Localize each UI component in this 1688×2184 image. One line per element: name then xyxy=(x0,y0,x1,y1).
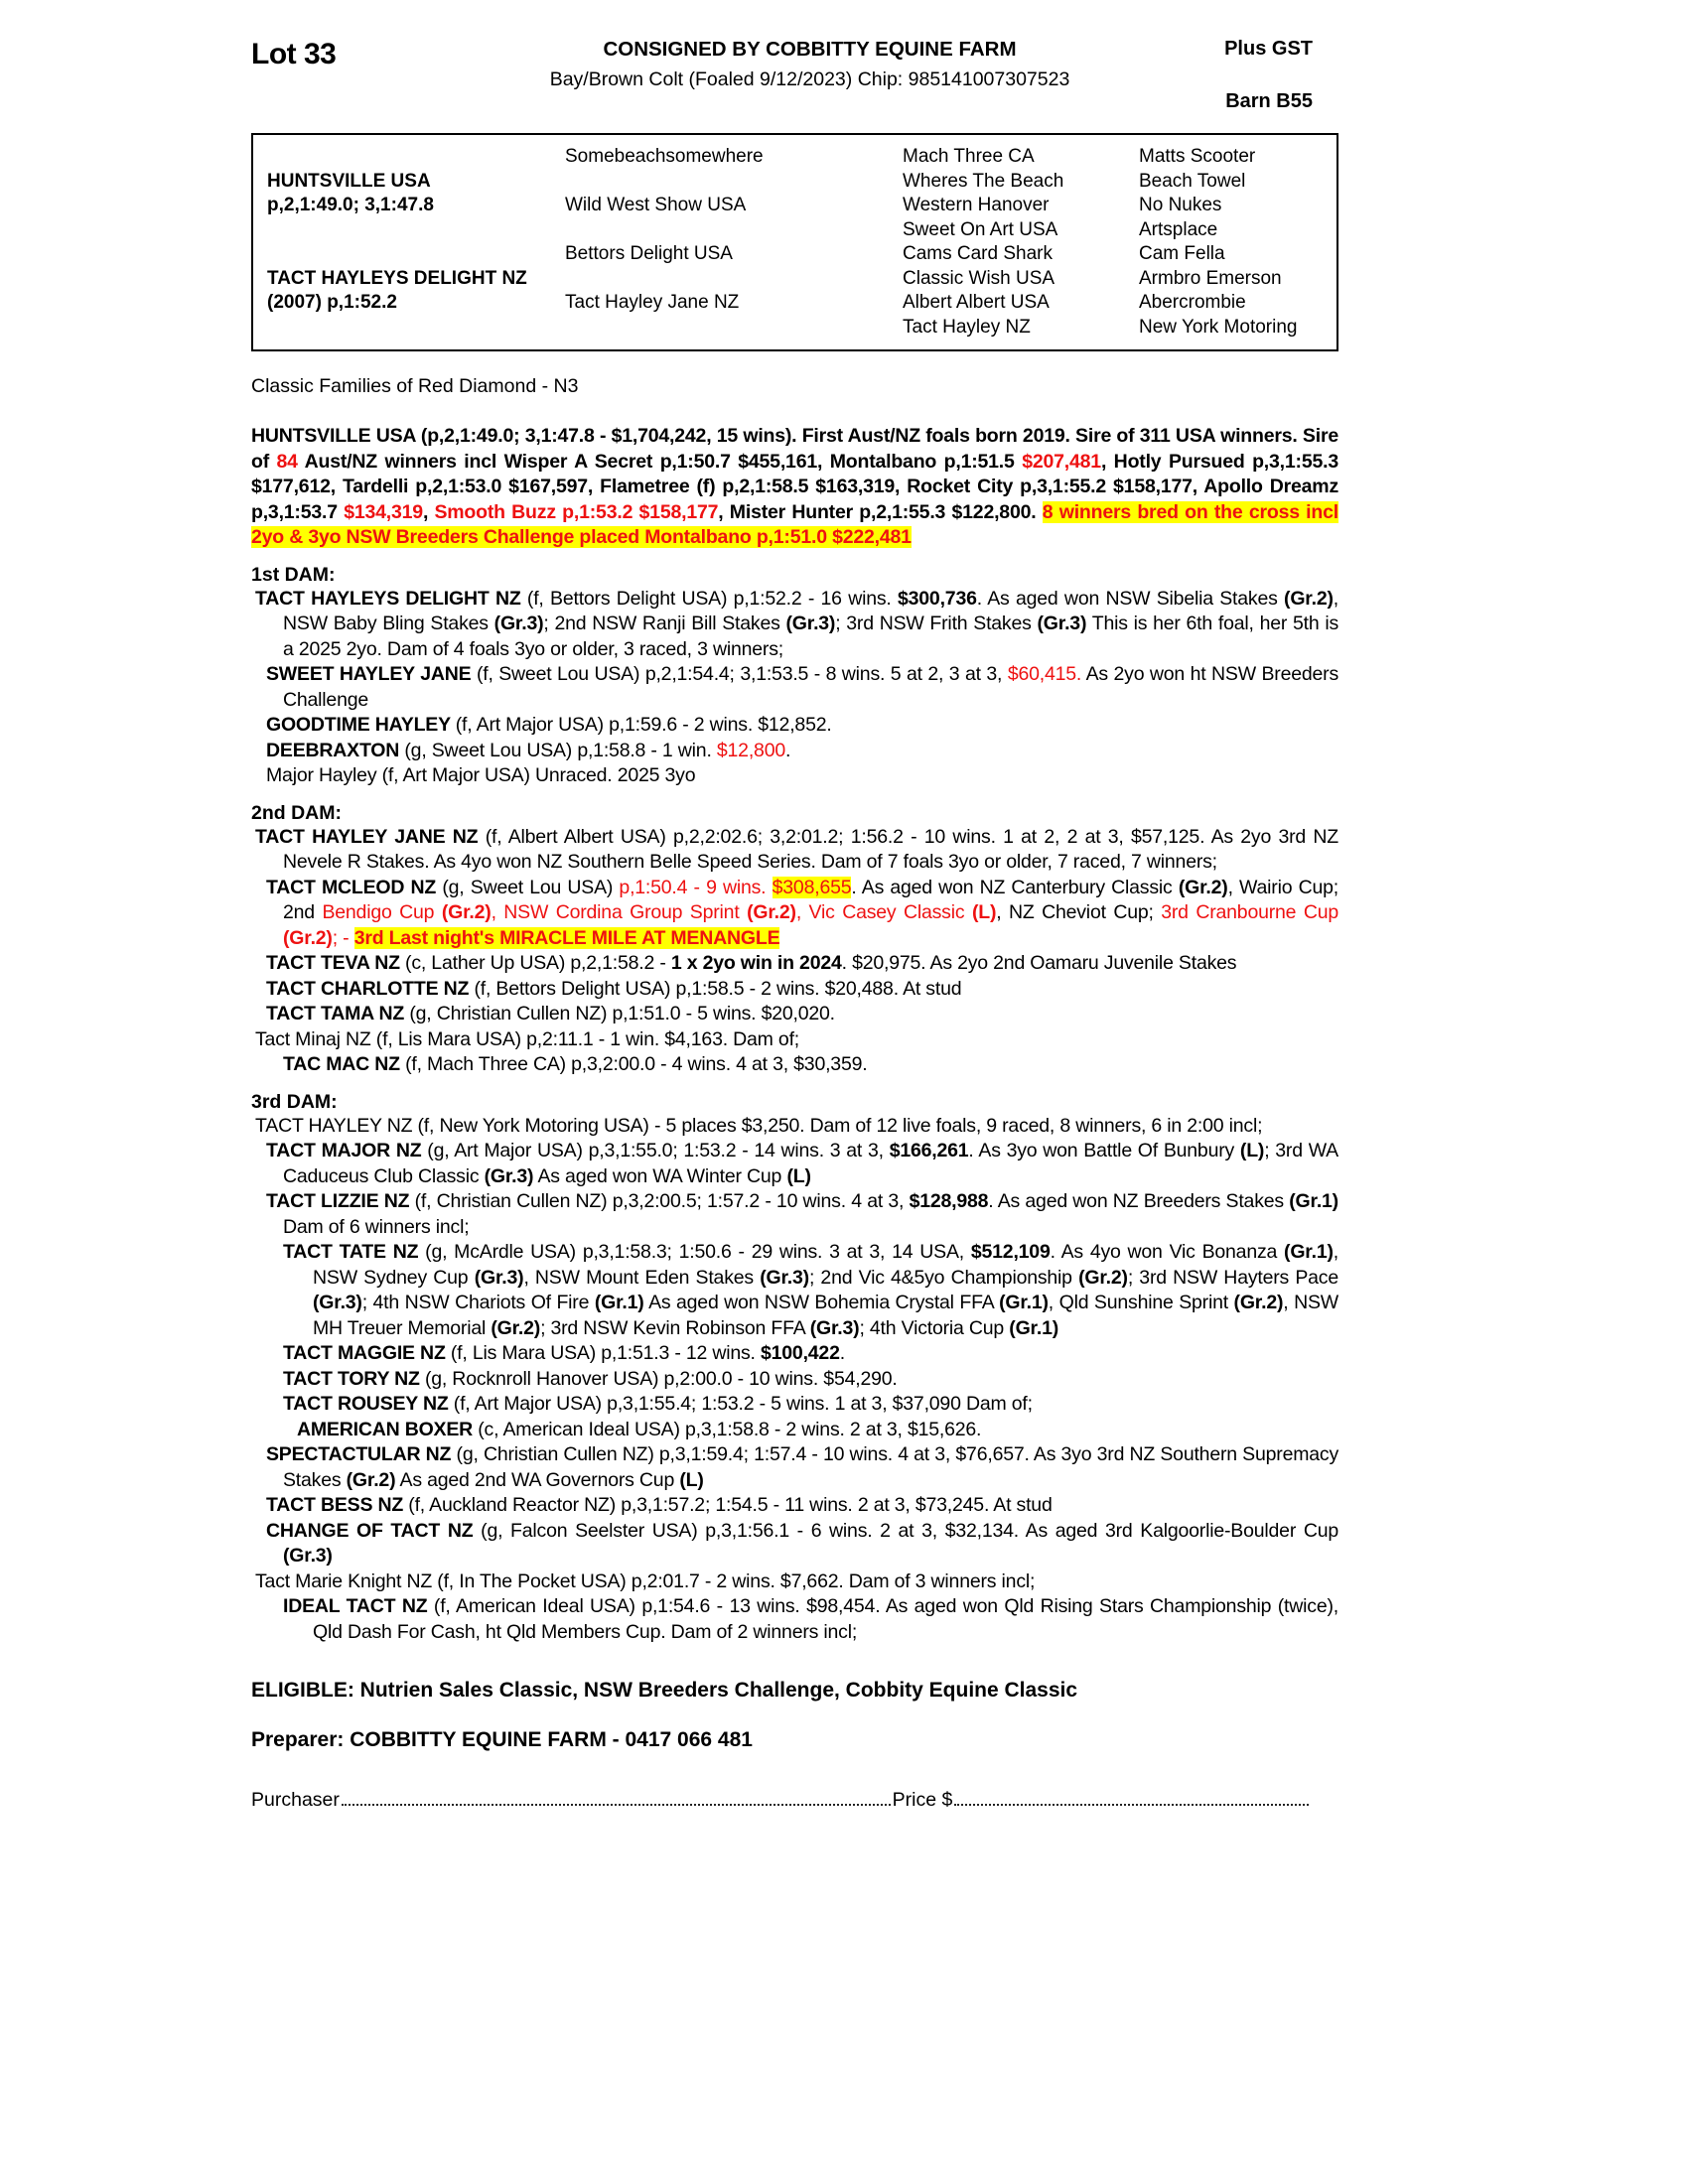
pedigree-cell: Cams Card Shark xyxy=(903,243,1053,264)
text-segment: (f, Auckland Reactor NZ) p,3,1:57.2; 1:54.5 - 11 wins. 2 at 3, $73,245. At stud xyxy=(408,1494,1053,1516)
text-segment: (Gr.2) xyxy=(491,1316,541,1339)
text-segment: 84 xyxy=(276,450,298,473)
pedigree-cell: Cam Fella xyxy=(1139,243,1225,264)
pedigree-cell: Wheres The Beach xyxy=(903,170,1064,192)
text-segment: As aged won WA Winter Cup xyxy=(533,1164,787,1187)
text-segment: TACT HAYLEY JANE NZ xyxy=(255,825,486,848)
gst-note: Plus GST xyxy=(1224,38,1313,60)
pedigree-entry xyxy=(251,1052,1338,1078)
text-segment: (Gr.1) xyxy=(1289,1190,1338,1212)
dam-section-2 xyxy=(251,802,1338,1078)
text-segment: (f, Mach Three CA) p,3,2:00.0 - 4 wins. 4 at 3, $30,359. xyxy=(405,1053,868,1075)
pedigree-cell: Albert Albert USA xyxy=(903,292,1050,313)
text-segment: TACT LIZZIE NZ xyxy=(266,1190,415,1212)
text-segment: , Wairio Cup; 2nd xyxy=(283,876,1338,923)
dam-heading-1: 1st DAM: xyxy=(251,563,336,586)
text-segment: . As aged won NZ Canterbury Classic xyxy=(851,876,1179,898)
pedigree-entry xyxy=(251,1442,1338,1493)
text-segment: , NZ Cheviot Cup; xyxy=(996,901,1162,923)
pedigree-cell: (2007) p,1:52.2 xyxy=(267,292,397,313)
text-segment: (Gr.3) xyxy=(484,1164,534,1187)
text-segment: IDEAL TACT NZ xyxy=(283,1595,434,1617)
pedigree-cell xyxy=(565,267,903,292)
pedigree-entry xyxy=(251,1114,1338,1140)
pedigree-cell: HUNTSVILLE USA xyxy=(267,170,431,192)
text-segment: , NSW Cordina Group Sprint xyxy=(491,901,748,923)
pedigree-cell xyxy=(565,316,903,341)
text-segment: (Gr.3) xyxy=(785,613,836,634)
text-segment: TACT TEVA NZ xyxy=(266,952,406,974)
lot-number: Lot 33 xyxy=(251,38,337,70)
text-segment: (Gr.3) xyxy=(283,1545,333,1567)
text-segment: p,1:50.4 - 9 wins. xyxy=(619,876,773,898)
text-segment: HUNTSVILLE USA (p,2,1:49.0; 3,1:47.8 - $1,704,242, 15 wins). First Aust/NZ foals born 2019. Sire of 311 USA winners. Sire of xyxy=(251,425,1338,473)
text-segment: GOODTIME HAYLEY xyxy=(266,714,456,736)
text-segment: $128,988 xyxy=(909,1190,989,1212)
text-segment: (g, Christian Cullen NZ) p,1:51.0 - 5 wins. $20,020. xyxy=(409,1003,835,1024)
text-segment: (f, Lis Mara USA) p,1:51.3 - 12 wins. xyxy=(450,1342,761,1364)
text-segment: $300,736 xyxy=(898,587,977,610)
pedigree-entry xyxy=(251,1139,1338,1189)
purchaser-label: Purchaser xyxy=(251,1789,340,1811)
text-segment: ; 3rd NSW Kevin Robinson FFA xyxy=(540,1316,810,1339)
text-segment: $134,319 xyxy=(344,500,423,523)
dam-section-1 xyxy=(251,564,1338,789)
pedigree-entry xyxy=(251,1418,1338,1443)
pedigree-entry xyxy=(251,1519,1338,1570)
pedigree-cell: Abercrombie xyxy=(1139,292,1246,313)
dam-heading-2: 2nd DAM: xyxy=(251,801,342,824)
text-segment: (g, Sweet Lou USA) p,1:58.8 - 1 win. xyxy=(404,739,717,761)
text-segment: $207,481 xyxy=(1022,450,1101,473)
pedigree-cell: p,2,1:49.0; 3,1:47.8 xyxy=(267,195,434,215)
pedigree-entry xyxy=(251,1594,1338,1645)
pedigree-entry xyxy=(251,1240,1338,1341)
text-segment: TAC MAC NZ xyxy=(283,1053,406,1075)
text-segment: Tact Marie Knight NZ (f, In The Pocket USA) p,2:01.7 - 2 wins. $7,662. Dam of 3 winners incl; xyxy=(255,1570,1036,1592)
pedigree-cell: Wild West Show USA xyxy=(565,195,747,215)
text-segment: (Gr.2) xyxy=(1233,1292,1284,1313)
text-segment: , NSW Baby Bling Stakes xyxy=(283,587,1338,634)
family-note: Classic Families of Red Diamond - N3 xyxy=(251,375,579,397)
text-segment: (f, Sweet Lou USA) p,2,1:54.4; 3,1:53.5 - 8 wins. 5 at 2, 3 at 3, xyxy=(476,663,1008,685)
header-center xyxy=(450,38,1170,91)
text-segment: $100,422 xyxy=(760,1342,840,1364)
text-segment: This is her 6th foal, her 5th is a 2025 2yo. Dam of 4 foals 3yo or older, 3 raced, 3 winners; xyxy=(283,613,1339,660)
text-segment: . $20,975. As 2yo 2nd Oamaru Juvenile Stakes xyxy=(841,952,1237,974)
pedigree-entry xyxy=(251,1493,1338,1519)
pedigree-entry xyxy=(251,713,1338,739)
pedigree-cell: Somebeachsomewhere xyxy=(565,146,764,167)
pedigree-cell xyxy=(267,218,565,243)
sire-summary-paragraph xyxy=(251,424,1338,551)
text-segment: ; 3rd NSW Frith Stakes xyxy=(835,613,1038,634)
text-segment: , xyxy=(422,500,435,523)
text-segment: TACT TORY NZ xyxy=(283,1367,425,1390)
text-segment: (Gr.1) xyxy=(1009,1316,1059,1339)
pedigree-entry xyxy=(251,1027,1338,1053)
pedigree-entry xyxy=(251,587,1338,663)
dam-entries-3 xyxy=(251,1114,1338,1646)
text-segment: ; 4th Victoria Cup xyxy=(859,1316,1010,1339)
text-segment: (L) xyxy=(679,1468,704,1491)
text-segment: 3rd Last night's MIRACLE MILE AT MENANGLE xyxy=(353,926,780,949)
text-segment: (Gr.3) xyxy=(760,1266,809,1289)
text-segment: , Qld Sunshine Sprint xyxy=(1048,1292,1234,1313)
pedigree-entry xyxy=(251,977,1338,1003)
text-segment: (Gr.2) xyxy=(1284,587,1334,610)
pedigree-cell: Western Hanover xyxy=(903,195,1050,215)
text-segment: (Gr.1) xyxy=(1284,1241,1334,1263)
text-segment: , NSW Sydney Cup xyxy=(313,1241,1338,1289)
text-segment: , Vic Casey Classic xyxy=(795,901,972,923)
pedigree-cell xyxy=(565,218,903,243)
text-segment: (Gr.3) xyxy=(474,1266,524,1289)
pedigree-cell: Classic Wish USA xyxy=(903,267,1055,289)
text-segment: (Gr.3) xyxy=(493,613,544,634)
text-segment: As aged won NSW Bohemia Crystal FFA xyxy=(643,1292,1000,1313)
text-segment: (Gr.2) xyxy=(441,901,492,923)
text-segment: (Gr.3) xyxy=(809,1316,860,1339)
pedigree-cell: Bettors Delight USA xyxy=(565,243,733,264)
text-segment: ; 3rd WA Caduceus Club Classic xyxy=(283,1140,1338,1187)
text-segment: Dam of 6 winners incl; xyxy=(283,1215,470,1238)
text-segment: TACT TAMA NZ xyxy=(266,1003,410,1024)
text-segment: (c, American Ideal USA) p,3,1:58.8 - 2 wins. 2 at 3, $15,626. xyxy=(478,1418,982,1440)
text-segment: (L) xyxy=(786,1164,811,1187)
pedigree-entry xyxy=(251,1392,1338,1418)
pedigree-cell: Matts Scooter xyxy=(1139,146,1256,167)
text-segment: $308,655 xyxy=(772,876,852,898)
text-segment: TACT HAYLEY NZ (f, New York Motoring USA) - 5 places $3,250. Dam of 12 live foals, 9 raced, 8 winners, 6 in 2:00 incl; xyxy=(255,1114,1263,1137)
pedigree-cell: TACT HAYLEYS DELIGHT NZ xyxy=(267,267,527,289)
text-segment: TACT MAGGIE NZ xyxy=(283,1342,451,1364)
pedigree-entry xyxy=(251,1341,1338,1367)
text-segment: (Gr.2) xyxy=(1078,1266,1128,1289)
pedigree-cell xyxy=(267,316,565,341)
text-segment: 8 winners bred on the cross incl 2yo & 3yo NSW Breeders Challenge placed Montalbano p,1:51.0 $222,481 xyxy=(251,500,1338,548)
text-segment: . As aged won NSW Sibelia Stakes xyxy=(976,587,1285,610)
text-segment: (f, Art Major USA) p,3,1:55.4; 1:53.2 - 5 wins. 1 at 3, $37,090 Dam of; xyxy=(453,1393,1033,1415)
pedigree-cell: Artsplace xyxy=(1139,218,1218,240)
text-segment: TACT MCLEOD NZ xyxy=(266,876,443,898)
text-segment: (L) xyxy=(971,901,997,923)
text-segment: (f, Christian Cullen NZ) p,3,2:00.5; 1:57.2 - 10 wins. 4 at 3, xyxy=(414,1190,910,1212)
text-segment: (f, Art Major USA) p,1:59.6 - 2 wins. $12,852. xyxy=(455,714,832,736)
dam-entries-2 xyxy=(251,825,1338,1078)
consignor-line: CONSIGNED BY COBBITTY EQUINE FARM xyxy=(603,38,1017,61)
text-segment: Major Hayley (f, Art Major USA) Unraced. 2025 3yo xyxy=(266,764,696,786)
text-segment: (f, Bettors Delight USA) p,1:52.2 - 16 wins. xyxy=(526,587,898,610)
horse-description: Bay/Brown Colt (Foaled 9/12/2023) Chip: 985141007307523 xyxy=(549,68,1070,90)
text-segment: CHANGE OF TACT NZ xyxy=(266,1519,482,1542)
text-segment: , NSW MH Treuer Memorial xyxy=(313,1292,1338,1339)
text-segment: TACT BESS NZ xyxy=(266,1494,409,1516)
preparer-line: Preparer: COBBITTY EQUINE FARM - 0417 066 481 xyxy=(251,1728,753,1751)
text-segment: TACT ROUSEY NZ xyxy=(283,1393,454,1415)
pedigree-cell xyxy=(267,242,565,267)
pedigree-entry xyxy=(251,739,1338,764)
text-segment: SPECTACTULAR NZ xyxy=(266,1443,457,1465)
pedigree-entry xyxy=(251,1002,1338,1027)
text-segment: (g, McArdle USA) p,3,1:58.3; 1:50.6 - 29 wins. 3 at 3, 14 USA, xyxy=(425,1241,971,1263)
text-segment: (Gr.2) xyxy=(747,901,796,923)
text-segment: (f, Albert Albert USA) p,2,2:02.6; 3,2:01.2; 1:56.2 - 10 wins. 1 at 2, 2 at 3, $57,125. As 2yo 3rd NZ Nevele R Stakes. As 4yo won NZ Southern Belle Speed Series. Dam of 7 foals 3yo or older, 7 raced, 7 winners; xyxy=(283,825,1338,873)
page-content xyxy=(251,38,1338,1812)
dam-entries-1 xyxy=(251,587,1338,789)
text-segment: As 2yo won ht NSW Breeders Challenge xyxy=(283,663,1338,711)
dam-heading-3: 3rd DAM: xyxy=(251,1090,338,1113)
price-blank-line xyxy=(954,1788,1309,1806)
text-segment: (g, Rocknroll Hanover USA) p,2:00.0 - 10 wins. $54,290. xyxy=(424,1367,898,1390)
pedigree-entry xyxy=(251,1189,1338,1240)
text-segment: TACT MAJOR NZ xyxy=(266,1140,428,1161)
pedigree-cell xyxy=(267,145,565,170)
text-segment: ; - xyxy=(332,926,354,949)
header-right xyxy=(1170,38,1338,113)
text-segment: $12,800 xyxy=(716,739,785,761)
pedigree-cell: Tact Hayley NZ xyxy=(903,316,1031,338)
text-segment: . As 3yo won Battle Of Bunbury xyxy=(968,1140,1240,1161)
pedigree-entry xyxy=(251,662,1338,713)
pedigree-cell: Beach Towel xyxy=(1139,170,1246,192)
text-segment: TACT HAYLEYS DELIGHT NZ xyxy=(255,587,527,610)
text-segment: ; 3rd NSW Hayters Pace xyxy=(1127,1266,1338,1289)
text-segment: Smooth Buzz p,1:53.2 $158,177 xyxy=(434,500,719,523)
text-segment: (Gr.2) xyxy=(346,1468,396,1491)
pedigree-cell xyxy=(565,170,903,195)
text-segment: (Gr.1) xyxy=(999,1292,1049,1313)
pedigree-entry xyxy=(251,951,1338,977)
text-segment: SWEET HAYLEY JANE xyxy=(266,663,477,685)
eligibility-line: ELIGIBLE: Nutrien Sales Classic, NSW Breeders Challenge, Cobbity Equine Classic xyxy=(251,1679,1078,1702)
text-segment: AMERICAN BOXER xyxy=(297,1418,479,1440)
text-segment: (Gr.3) xyxy=(1037,613,1087,634)
text-segment: (g, Sweet Lou USA) xyxy=(442,876,620,898)
price-label: Price $ xyxy=(892,1789,953,1811)
text-segment: $166,261 xyxy=(889,1140,969,1161)
text-segment: $60,415. xyxy=(1007,663,1082,685)
pedigree-cell: Tact Hayley Jane NZ xyxy=(565,292,740,313)
pedigree-cell: New York Motoring xyxy=(1139,316,1298,338)
pedigree-entry xyxy=(251,763,1338,789)
pedigree-cell: Sweet On Art USA xyxy=(903,218,1058,240)
text-segment: TACT TATE NZ xyxy=(283,1241,426,1263)
pedigree-entry xyxy=(251,825,1338,876)
header xyxy=(251,38,1338,113)
text-segment: (g, Art Major USA) p,3,1:55.0; 1:53.2 - 14 wins. 3 at 3, xyxy=(427,1140,890,1161)
text-segment: 1 x 2yo win in 2024 xyxy=(670,952,842,974)
pedigree-cell: No Nukes xyxy=(1139,195,1222,215)
pedigree-entry xyxy=(251,1570,1338,1595)
text-segment: , NSW Mount Eden Stakes xyxy=(523,1266,761,1289)
text-segment: 3rd Cranbourne Cup xyxy=(1161,901,1339,923)
pedigree-table xyxy=(251,133,1338,351)
text-segment: (f, Bettors Delight USA) p,1:58.5 - 2 wins. $20,488. At stud xyxy=(474,977,962,1000)
text-segment: . As 4yo won Vic Bonanza xyxy=(1050,1241,1285,1263)
text-segment: ; 2nd NSW Ranji Bill Stakes xyxy=(543,613,786,634)
text-segment: (L) xyxy=(1239,1140,1265,1161)
purchaser-blank-line xyxy=(342,1788,891,1806)
text-segment: , Hotly Pursued p,3,1:55.3 $177,612, Tardelli p,2,1:53.0 $167,597, Flametree (f) p,2,1:58.5 $163,319, Rocket City p,3,1:55.2 $158,177, Apollo Dreamz p,3,1:53.7 xyxy=(251,450,1338,523)
text-segment: (Gr.2) xyxy=(283,926,333,949)
pedigree-entry xyxy=(251,1367,1338,1393)
text-segment: TACT CHARLOTTE NZ xyxy=(266,977,475,1000)
pedigree-entry xyxy=(251,876,1338,952)
text-segment: (Gr.3) xyxy=(313,1292,362,1313)
text-segment: (Gr.2) xyxy=(1178,876,1228,898)
text-segment: Bendigo Cup xyxy=(322,901,442,923)
text-segment: Aust/NZ winners incl Wisper A Secret p,1:50.7 $455,161, Montalbano p,1:51.5 xyxy=(297,450,1023,473)
text-segment: . As aged won NZ Breeders Stakes xyxy=(988,1190,1290,1212)
purchase-row xyxy=(251,1788,1338,1812)
text-segment: As aged 2nd WA Governors Cup xyxy=(395,1468,680,1491)
text-segment: (Gr.1) xyxy=(594,1292,644,1313)
text-segment: , Mister Hunter p,2,1:55.3 $122,800. xyxy=(718,500,1043,523)
text-segment: ; 4th NSW Chariots Of Fire xyxy=(361,1292,595,1313)
text-segment: Tact Minaj NZ (f, Lis Mara USA) p,2:11.1 - 1 win. $4,163. Dam of; xyxy=(255,1027,800,1050)
text-segment: . xyxy=(784,739,791,761)
text-segment: (g, Christian Cullen NZ) p,3,1:59.4; 1:57.4 - 10 wins. 4 at 3, $76,657. As 3yo 3rd NZ Southern Supremacy Stakes xyxy=(283,1443,1339,1491)
text-segment: (g, Falcon Seelster USA) p,3,1:56.1 - 6 wins. 2 at 3, $32,134. As aged 3rd Kalgoorlie-Boulder Cup xyxy=(481,1519,1339,1542)
text-segment: (c, Lather Up USA) p,2,1:58.2 - xyxy=(405,952,671,974)
dam-section-3 xyxy=(251,1091,1338,1646)
pedigree-cell: Armbro Emerson xyxy=(1139,267,1282,289)
pedigree-cell: Mach Three CA xyxy=(903,146,1035,167)
text-segment: $512,109 xyxy=(970,1241,1051,1263)
text-segment: DEEBRAXTON xyxy=(266,739,405,761)
barn-number: Barn B55 xyxy=(1225,90,1313,112)
text-segment: (f, American Ideal USA) p,1:54.6 - 13 wins. $98,454. As aged won Qld Rising Stars Championship (twice), Qld Dash For Cash, ht Qld Members Cup. Dam of 2 winners incl; xyxy=(313,1595,1338,1643)
text-segment: . xyxy=(839,1342,845,1364)
text-segment: ; 2nd Vic 4&5yo Championship xyxy=(808,1266,1079,1289)
